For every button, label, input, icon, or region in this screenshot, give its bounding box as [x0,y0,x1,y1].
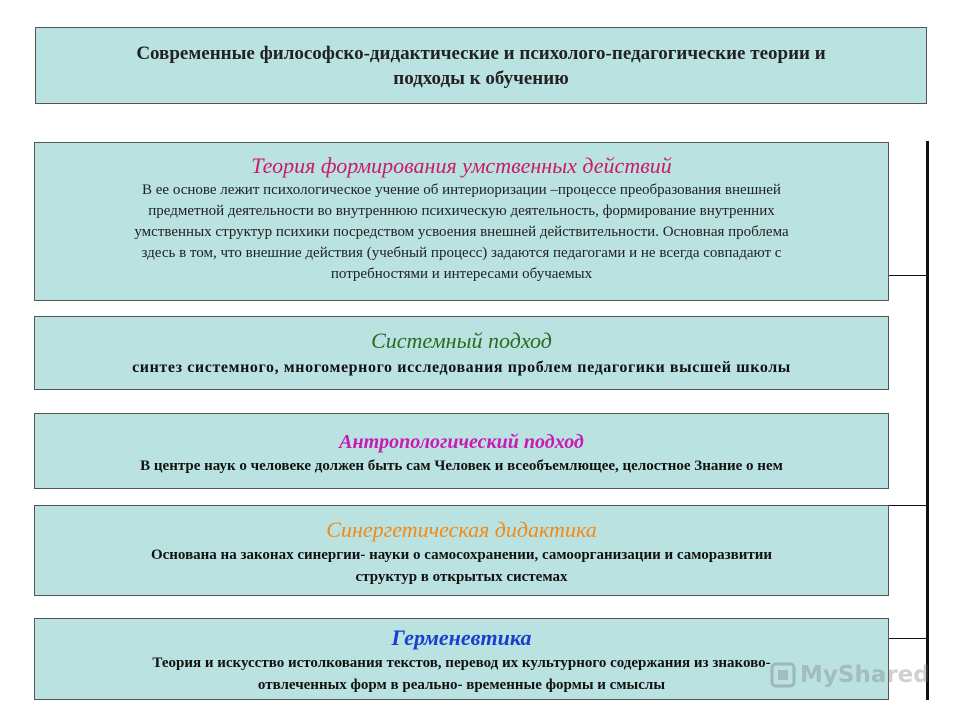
watermark-logo-icon [770,662,796,688]
block-anthropological-approach [34,413,889,489]
block-1-line-3: умственных структур психики посредством усвоения внешней действительности. Основная проблема [134,224,789,240]
header-line-2: подходы к обучению [393,68,569,89]
block-2-line-1: синтез системного, многомерного исследования проблем педагогики высшей школы [132,359,791,376]
block-3-title: Антропологический подход [339,431,584,453]
block-1-line-5: потребностями и интересами обучаемых [330,266,593,282]
block-1-line-2: предметной деятельности во внутреннюю психическую деятельность, формирование внутренних [148,203,775,219]
connector-vertical-line [926,141,929,700]
block-1-line-1: В ее основе лежит психологическое учение об интериоризации –процессе преобразования внешней [142,182,781,198]
block-hermeneutics [34,618,889,700]
header-line-1: Современные философско-дидактические и психолого-педагогические теории и [136,43,826,64]
block-3-line-1: В центре наук о человеке должен быть сам Человек и всеобъемлющее, целостное Знание о нем [140,458,783,474]
block-5-line-2: отвлеченных форм в реально- временные формы и смыслы [257,677,666,693]
block-2-title: Системный подход [371,328,552,353]
watermark [770,660,930,696]
block-4-title: Синергетическая дидактика [326,517,597,542]
connector-line-3 [888,638,926,639]
block-mental-actions-theory [34,142,889,301]
header-box [35,27,927,104]
block-1-line-4: здесь в том, что внешние действия (учебный процесс) задаются педагогами и не всегда совпадают с [141,245,782,261]
block-4-line-2: структур в открытых системах [355,569,568,585]
watermark-text: MyShared [800,662,930,688]
block-synergetic-didactics [34,505,889,596]
connector-line-2 [888,505,926,506]
block-1-title: Теория формирования умственных действий [251,153,672,178]
block-5-title: Герменевтика [391,625,532,650]
connector-line-1 [888,275,926,276]
block-4-line-1: Основана на законах синергии- науки о самосохранении, самоорганизации и саморазвитии [150,547,773,563]
block-system-approach [34,316,889,390]
block-5-line-1: Теория и искусство истолкования текстов, перевод их культурного содержания из знаково- [152,655,771,671]
